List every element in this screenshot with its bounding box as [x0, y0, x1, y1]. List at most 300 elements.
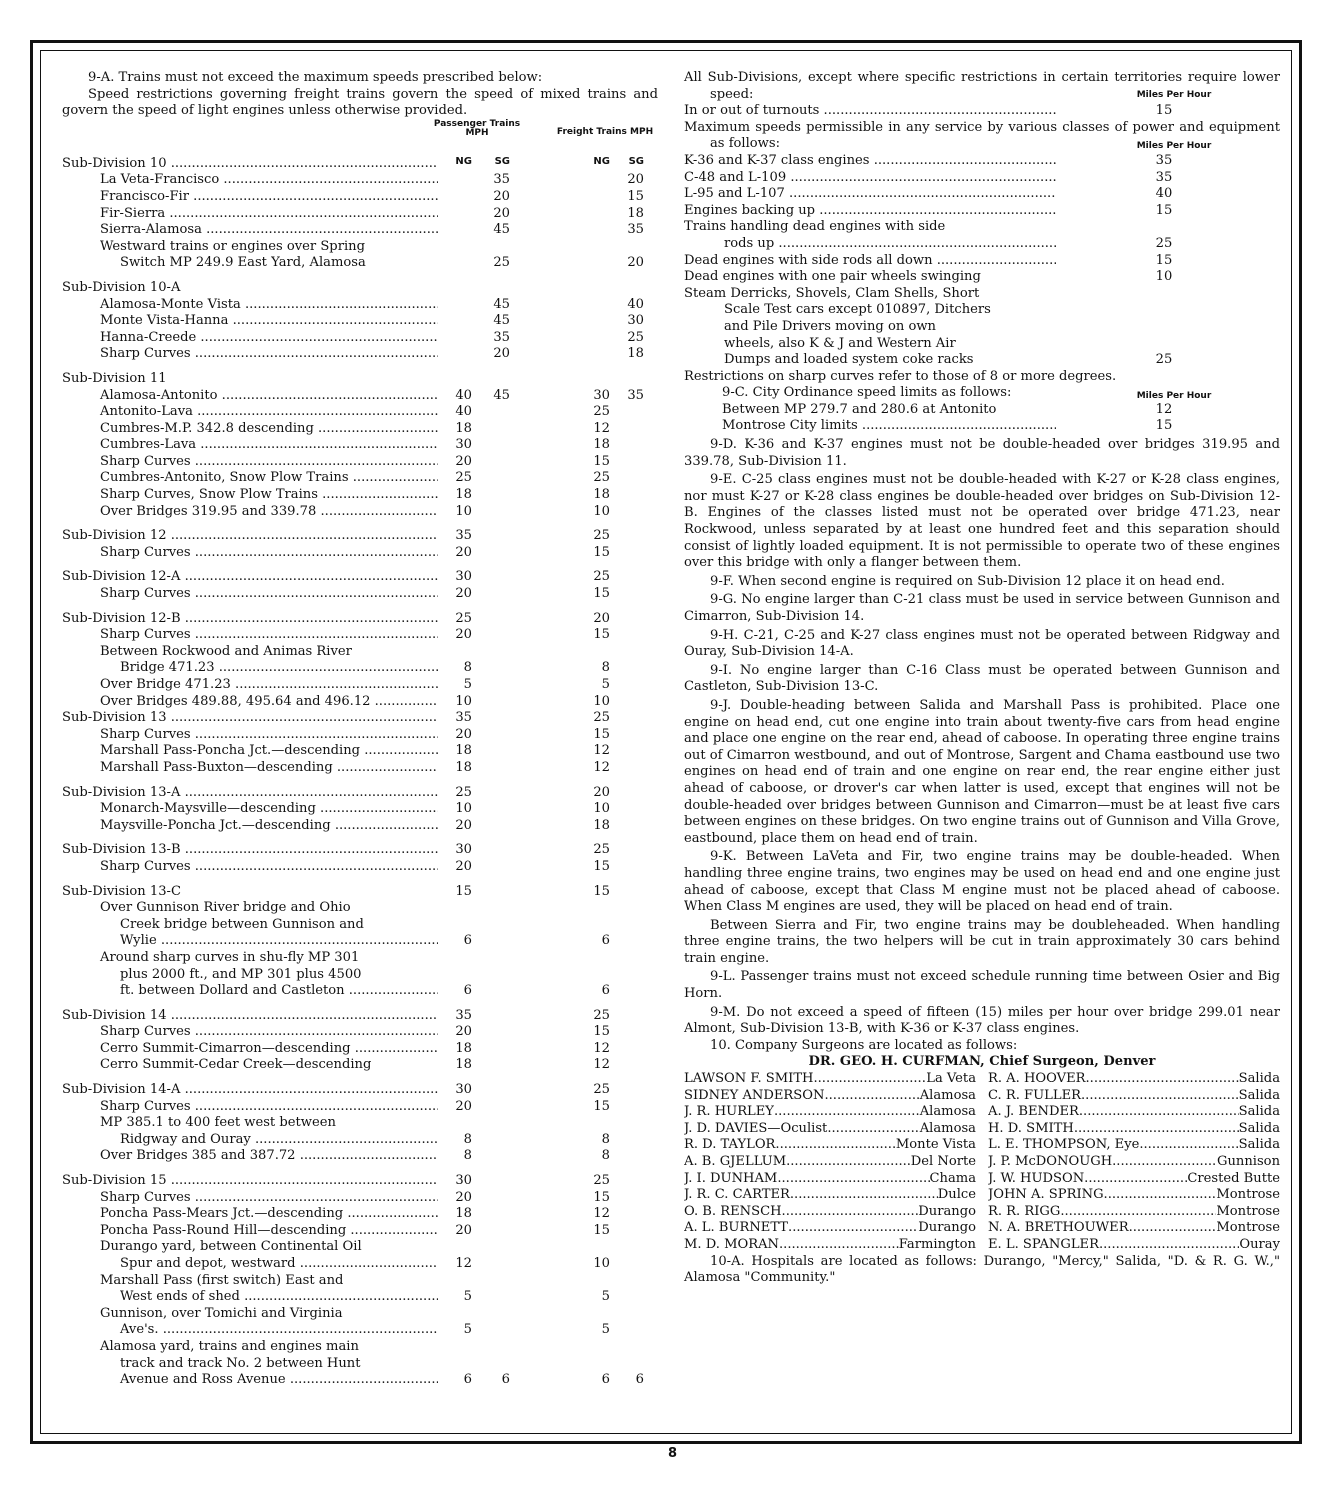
- class-speed: 35: [1155, 169, 1173, 185]
- fng-speed: 25: [593, 1173, 610, 1189]
- psg-speed: 45: [493, 222, 510, 238]
- surgeon-town: La Veta: [926, 1071, 976, 1087]
- fsg-speed: 20: [627, 255, 644, 271]
- surgeon-entry: [988, 1104, 1280, 1121]
- fng-speed: 10: [593, 693, 610, 709]
- row-label: Sub-Division 14 .....: [62, 1008, 438, 1025]
- speed-row: [62, 1041, 658, 1058]
- speed-row: [62, 421, 658, 438]
- row-label: Sierra-Alamosa .....: [62, 222, 438, 239]
- leader-dots: [790, 1187, 938, 1204]
- row-label: Poncha Pass-Mears Jct.—descending .....: [62, 1206, 438, 1223]
- fsg-speed: 6: [635, 1372, 644, 1388]
- mph-label-2: Miles Per Hour: [1136, 140, 1212, 151]
- png-speed: 40: [455, 387, 472, 403]
- subdivision-row: [62, 710, 658, 727]
- leader-dots: [824, 1088, 919, 1105]
- ng-column-label: NG: [455, 155, 472, 167]
- surgeon-row: [684, 1237, 1280, 1254]
- png-speed: 25: [455, 610, 472, 626]
- surgeon-town: Monte Vista: [895, 1137, 976, 1153]
- row-label: Sharp Curves .....: [62, 346, 438, 363]
- all-subdivisions-text: All Sub-Divisions, except where specific restrictions in certain territories require lower speed:: [684, 70, 1280, 102]
- row-gap: [62, 1165, 658, 1173]
- speed-row: [62, 1256, 658, 1273]
- leader-dots: [827, 1121, 919, 1138]
- surgeon-name: LAWSON F. SMITH: [684, 1071, 814, 1087]
- row-label: ft. between Dollard and Castleton .....: [62, 983, 438, 1000]
- steam-row-2: Scale Test cars except 010897, Ditchers: [724, 302, 991, 318]
- speed-row: [62, 760, 658, 777]
- png-speed: 35: [455, 528, 472, 544]
- row-label: Sharp Curves .....: [62, 1024, 438, 1041]
- steam-row-4: wheels, also K & J and Western Air: [724, 335, 956, 351]
- surgeon-entry: [684, 1071, 976, 1088]
- row-label: Sub-Division 10 .....: [62, 156, 438, 173]
- speed-row: [62, 297, 658, 314]
- mph-label-3: Miles Per Hour: [1136, 391, 1212, 402]
- fng-speed: 5: [601, 677, 610, 692]
- subdivision-row: [62, 1173, 658, 1190]
- sg-column-label: SG: [628, 155, 644, 167]
- surgeon-name: R. R. RIGG: [988, 1203, 1061, 1219]
- rule-paragraph: 9-H. C-21, C-25 and K-27 class engines must not be operated between Ridgway and Ouray, Sub-Division 14-A.: [684, 627, 1280, 660]
- surgeon-entry: [988, 1154, 1280, 1171]
- fng-speed: 20: [593, 784, 610, 800]
- png-speed: 20: [455, 1189, 472, 1205]
- speed-row: [62, 743, 658, 760]
- surgeon-town: Montrose: [1216, 1187, 1280, 1203]
- psg-speed: 20: [493, 205, 510, 221]
- row-label: Alamosa-Monte Vista .....: [62, 297, 438, 314]
- row-label: Ridgway and Ouray .....: [62, 1132, 438, 1149]
- surgeon-name: R. D. TAYLOR: [684, 1137, 776, 1153]
- png-speed: 30: [455, 1082, 472, 1098]
- fng-speed: 15: [593, 1098, 610, 1114]
- fsg-speed: 25: [627, 329, 644, 345]
- row-label: Monte Vista-Hanna .....: [62, 313, 438, 330]
- row-gap: [62, 561, 658, 569]
- surgeon-entry: [684, 1088, 976, 1105]
- row-label: Marshall Pass (first switch) East and: [100, 1272, 344, 1288]
- surgeon-town: Dulce: [937, 1187, 976, 1203]
- row-label: Monarch-Maysville—descending .....: [62, 801, 438, 818]
- class-speed: 15: [1155, 202, 1173, 218]
- row-label: Sub-Division 14-A .....: [62, 1082, 438, 1099]
- row-label: Over Bridges 489.88, 495.64 and 496.12 .....: [62, 694, 438, 711]
- surgeon-town: Alamosa: [919, 1087, 976, 1103]
- row-label: La Veta-Francisco .....: [62, 172, 438, 189]
- surgeon-town: Alamosa: [919, 1104, 976, 1120]
- chief-surgeon: DR. GEO. H. CURFMAN, Chief Surgeon, Denver: [808, 1054, 1156, 1070]
- row-label: plus 2000 ft., and MP 301 plus 4500: [120, 966, 362, 982]
- psg-speed: 6: [501, 1372, 510, 1388]
- dead-engines-row-3: Dead engines with one pair wheels swinging 10: [684, 269, 1173, 285]
- speed-row: [62, 660, 658, 677]
- surgeon-name: O. B. RENSCH: [684, 1203, 782, 1219]
- fng-speed: 12: [593, 1040, 610, 1056]
- speed-row: [62, 504, 658, 521]
- surgeon-name: R. A. HOOVER: [988, 1071, 1086, 1087]
- subdivision-row: [62, 1082, 658, 1099]
- row-label: Sharp Curves .....: [62, 627, 438, 644]
- row-label: West ends of shed .....: [62, 1289, 438, 1306]
- speed-row: [62, 255, 658, 272]
- surgeon-entry: [988, 1121, 1280, 1138]
- leader-dots: [1099, 1237, 1239, 1254]
- rule-paragraph: 9-G. No engine larger than C-21 class must be used in service between Gunnison and Cimarron, Sub-Division 14.: [684, 592, 1280, 624]
- fng-speed: 25: [593, 842, 610, 858]
- surgeon-town: Salida: [1238, 1087, 1280, 1103]
- engine-class-speeds: [684, 140, 1280, 219]
- leader-dots: [788, 1220, 918, 1237]
- surgeon-name: A. J. BENDER: [988, 1104, 1079, 1120]
- fng-speed: 12: [593, 1206, 610, 1222]
- surgeon-name: M. D. MORAN: [684, 1236, 779, 1252]
- speed-row: [62, 206, 658, 223]
- class-label: L-95 and L-107 .....: [684, 186, 1056, 203]
- row-label: Over Bridges 385 and 387.72 .....: [62, 1148, 438, 1165]
- row-label: Ave's. .....: [62, 1322, 438, 1339]
- engine-class-row: [684, 186, 1280, 203]
- engine-class-row: [684, 153, 1280, 170]
- city-ordinance-heading: 9-C. City Ordinance speed limits as follows: Miles Per Hour: [684, 385, 1280, 402]
- row-label: Sub-Division 11: [62, 370, 167, 386]
- fng-speed: 18: [593, 437, 610, 453]
- row-label: Over Gunnison River bridge and Ohio: [100, 900, 351, 916]
- row-gap: [62, 520, 658, 528]
- fng-speed: 15: [593, 1024, 610, 1040]
- fsg-speed: 35: [627, 222, 644, 238]
- speed-row: [62, 1239, 658, 1256]
- row-label: Sub-Division 13 .....: [62, 710, 438, 727]
- row-gap: [62, 1000, 658, 1008]
- speed-row: [62, 644, 658, 661]
- surgeon-entry: [684, 1220, 976, 1237]
- subdivision-row: [62, 156, 658, 173]
- speed-row: [62, 917, 658, 934]
- surgeon-row: [684, 1171, 1280, 1188]
- row-label: Bridge 471.23 .....: [62, 660, 438, 677]
- fng-speed: 20: [593, 610, 610, 626]
- row-label: Maysville-Poncha Jct.—descending .....: [62, 818, 438, 835]
- png-speed: 30: [455, 569, 472, 585]
- png-speed: 6: [463, 1372, 472, 1388]
- png-speed: 30: [455, 842, 472, 858]
- freight-header: Freight Trains MPH: [556, 126, 654, 137]
- fng-speed: 25: [593, 404, 610, 420]
- surgeon-name: L. E. THOMPSON, Eye: [988, 1137, 1140, 1153]
- speed-row: [62, 1223, 658, 1240]
- speed-row: [62, 222, 658, 239]
- leader-dots: [1074, 1121, 1239, 1138]
- fng-speed: 25: [593, 1007, 610, 1023]
- row-label: Fir-Sierra .....: [62, 206, 438, 223]
- surgeon-town: Salida: [1238, 1104, 1280, 1120]
- row-gap: [62, 603, 658, 611]
- row-label: Cumbres-Antonito, Snow Plow Trains .....: [62, 470, 438, 487]
- psg-speed: 35: [493, 172, 510, 188]
- speed-row: [62, 1289, 658, 1306]
- surgeon-town: Ouray: [1239, 1236, 1280, 1252]
- rule-9a-heading: 9-A. Trains must not exceed the maximum speeds prescribed below:: [88, 70, 543, 85]
- surgeon-town: Montrose: [1216, 1203, 1280, 1219]
- surgeon-name: J. W. HUDSON: [988, 1170, 1085, 1186]
- rule-paragraph: Between Sierra and Fir, two engine trains may be doubleheaded. When handling three engine trains, the two helpers will be cut in train approximately 30 cars behind train engine.: [684, 917, 1280, 966]
- fng-speed: 25: [593, 470, 610, 486]
- surgeon-town: Salida: [1238, 1120, 1280, 1136]
- png-speed: 10: [455, 801, 472, 817]
- surgeon-town: Gunnison: [1217, 1154, 1280, 1169]
- surgeon-town: Crested Butte: [1187, 1170, 1280, 1186]
- row-label: Over Bridges 319.95 and 339.78 .....: [62, 504, 438, 521]
- png-speed: 5: [463, 1322, 472, 1338]
- fng-speed: 15: [593, 726, 610, 742]
- dead-engines-row-1a: Trains handling dead engines with side: [684, 219, 946, 235]
- fsg-speed: 40: [627, 296, 644, 312]
- fng-speed: 8: [601, 1131, 610, 1147]
- surgeon-row: [684, 1204, 1280, 1221]
- row-label: Switch MP 249.9 East Yard, Alamosa: [120, 255, 366, 271]
- fng-speed: 25: [593, 569, 610, 585]
- steam-row-3: and Pile Drivers moving on own: [724, 318, 936, 334]
- surgeon-entry: [988, 1220, 1280, 1237]
- row-label: Creek bridge between Gunnison and: [120, 916, 364, 932]
- surgeon-name: A. L. BURNETT: [684, 1220, 789, 1236]
- psg-speed: 35: [493, 329, 510, 345]
- png-speed: 20: [455, 627, 472, 643]
- speed-row: [62, 627, 658, 644]
- row-label: Sharp Curves, Snow Plow Trains .....: [62, 487, 438, 504]
- surgeon-entry: [684, 1204, 976, 1221]
- subdivision-row: [62, 528, 658, 545]
- png-speed: 20: [455, 817, 472, 833]
- row-label: Cerro Summit-Cedar Creek—descending: [100, 1057, 372, 1073]
- steam-row-1: Steam Derricks, Shovels, Clam Shells, Short: [684, 285, 980, 301]
- row-label: Sub-Division 12-A .....: [62, 569, 438, 586]
- speed-row: [62, 239, 658, 256]
- subdivision-row: [62, 611, 658, 628]
- png-speed: 8: [463, 660, 472, 676]
- fng-speed: 18: [593, 817, 610, 833]
- surgeon-row: [684, 1187, 1280, 1204]
- surgeon-entry: [684, 1137, 976, 1154]
- leader-dots: [813, 1071, 926, 1088]
- surgeon-entry: [684, 1171, 976, 1188]
- row-label: Hanna-Creede .....: [62, 330, 438, 347]
- speed-row: [62, 586, 658, 603]
- row-label: Wylie .....: [62, 933, 438, 950]
- png-speed: 25: [455, 784, 472, 800]
- leader-dots: [1139, 1137, 1238, 1154]
- png-speed: 10: [455, 503, 472, 519]
- row-gap: [62, 1074, 658, 1082]
- speed-row: [62, 1322, 658, 1339]
- fng-speed: 15: [593, 858, 610, 874]
- png-speed: 35: [455, 710, 472, 726]
- surgeon-row: [684, 1071, 1280, 1088]
- hospitals-note: 10-A. Hospitals are located as follows: Durango, "Mercy," Salida, "D. & R. G. W.," Alamosa "Community.": [684, 1253, 1280, 1286]
- subdivision-row: [62, 1008, 658, 1025]
- fng-speed: 12: [593, 759, 610, 775]
- rule-paragraph: 9-M. Do not exceed a speed of fifteen (15) miles per hour over bridge 299.01 near Almont, Sub-Division 13-B, with K-36 or K-37 class engines.: [684, 1004, 1280, 1037]
- leader-dots: [1084, 1171, 1187, 1188]
- surgeon-name: J. R. HURLEY: [684, 1104, 774, 1120]
- surgeon-name: J. D. DAVIES—Oculist: [684, 1120, 828, 1136]
- surgeon-town: Salida: [1238, 1071, 1280, 1087]
- png-speed: 20: [455, 1024, 472, 1040]
- subdivision-row: [62, 884, 658, 901]
- surgeon-entry: [988, 1204, 1280, 1221]
- class-speed: 40: [1155, 186, 1173, 202]
- row-label: Gunnison, over Tomichi and Virginia: [100, 1305, 343, 1321]
- row-label: Between Rockwood and Animas River: [100, 643, 352, 659]
- row-gap: [62, 834, 658, 842]
- psg-speed: 25: [493, 255, 510, 271]
- surgeon-entry: [684, 1154, 976, 1171]
- row-label: Sharp Curves .....: [62, 727, 438, 744]
- row-label: Sub-Division 13-C: [62, 883, 181, 899]
- png-speed: 18: [455, 743, 472, 759]
- surgeon-town: Salida: [1238, 1137, 1280, 1153]
- leader-dots: [1086, 1071, 1239, 1088]
- speed-row: [62, 388, 658, 405]
- speed-row: [62, 1148, 658, 1165]
- subdivision-row: [62, 371, 658, 388]
- speed-row: [62, 437, 658, 454]
- speed-row: [62, 172, 658, 189]
- fng-speed: 18: [593, 487, 610, 503]
- speed-row: [62, 1206, 658, 1223]
- row-label: Alamosa-Antonito .....: [62, 388, 438, 405]
- speed-row: [62, 1132, 658, 1149]
- surgeon-row: [684, 1137, 1280, 1154]
- row-label: Antonito-Lava .....: [62, 404, 438, 421]
- speed-row: [62, 859, 658, 876]
- row-label: Sharp Curves .....: [62, 1099, 438, 1116]
- rule-paragraph: 9-J. Double-heading between Salida and Marshall Pass is prohibited. Place one engine on head end, cut one engine into train about twenty-five cars from head engine and place one engine on the rear end, ahead of caboose. In operating three engine trains out of Cimarron westbound, and out of Montrose, Sargent and Chama eastbound use two engines on head end of train and one engine on rear end, the rear engine either just ahead of caboose, or drover's car when latter is used, except that engines will not be double-headed over bridges between Gunnison and Cimarron—must be at least five cars between engines on these bridges. On two engine trains out of Gunnison and Villa Grove, eastbound, place them on head end of train.: [684, 697, 1280, 846]
- surgeon-name: SIDNEY ANDERSON: [684, 1087, 825, 1103]
- row-label: Sub-Division 10-A: [62, 279, 181, 295]
- class-speed: 35: [1155, 152, 1173, 168]
- sg-column-label: SG: [494, 155, 510, 167]
- subdivision-row: [62, 842, 658, 859]
- max-speeds-intro: Maximum speeds permissible in any service by various classes of power and equipment as follows:: [684, 119, 1280, 152]
- fsg-speed: 15: [627, 188, 644, 204]
- surgeon-town: Montrose: [1216, 1220, 1280, 1236]
- speed-row: [62, 1356, 658, 1373]
- surgeon-town: Durango: [918, 1203, 976, 1219]
- speed-row: [62, 1339, 658, 1356]
- surgeon-name: H. D. SMITH: [988, 1120, 1074, 1136]
- fng-speed: 10: [593, 801, 610, 817]
- mph-label-1: Miles Per Hour: [1136, 90, 1212, 101]
- png-speed: 10: [455, 693, 472, 709]
- fsg-speed: 35: [627, 387, 644, 403]
- fng-speed: 6: [601, 933, 610, 949]
- rule-paragraph: 9-K. Between LaVeta and Fir, two engine trains may be double-headed. When handling three engine trains, two engines may be used on head end and one engine just ahead of caboose, except that Class M engine must not be placed ahead of caboose. When Class M engines are used, they will be placed on head end of train.: [684, 849, 1280, 915]
- png-speed: 18: [455, 420, 472, 436]
- png-speed: 20: [455, 586, 472, 602]
- speed-row: [62, 470, 658, 487]
- fsg-speed: 20: [627, 172, 644, 188]
- surgeon-name: N. A. BRETHOUWER: [988, 1220, 1129, 1236]
- speed-row: [62, 677, 658, 694]
- psg-speed: 45: [493, 387, 510, 403]
- png-speed: 18: [455, 1040, 472, 1056]
- dead-engines-row-2: Dead engines with side rods all down ..... 15: [684, 253, 1280, 270]
- speed-row: [62, 727, 658, 744]
- surgeon-name: C. R. FULLER: [988, 1087, 1081, 1103]
- fng-speed: 30: [593, 387, 610, 403]
- subdivision-row: [62, 785, 658, 802]
- engine-class-row: [684, 170, 1280, 187]
- speed-row: [62, 189, 658, 206]
- row-label: Marshall Pass-Buxton—descending .....: [62, 760, 438, 777]
- png-speed: 15: [455, 883, 472, 899]
- speed-row: [62, 1273, 658, 1290]
- row-label: Sub-Division 12 .....: [62, 528, 438, 545]
- fng-speed: 5: [601, 1322, 610, 1338]
- speed-row: [62, 694, 658, 711]
- row-label: Cumbres-Lava .....: [62, 437, 438, 454]
- row-label: Avenue and Ross Avenue .....: [62, 1372, 438, 1389]
- leader-dots: [1129, 1220, 1217, 1237]
- fng-speed: 25: [593, 1082, 610, 1098]
- row-gap: [62, 777, 658, 785]
- fng-speed: 15: [593, 544, 610, 560]
- speed-row: [62, 1115, 658, 1132]
- leader-dots: [786, 1154, 911, 1171]
- speed-row: [62, 313, 658, 330]
- subdivision-row: [62, 569, 658, 586]
- speed-row: [62, 933, 658, 950]
- png-speed: 40: [455, 404, 472, 420]
- row-label: Sharp Curves .....: [62, 586, 438, 603]
- row-label: Sharp Curves .....: [62, 1190, 438, 1207]
- speed-table-header: [62, 120, 658, 156]
- row-label: Sharp Curves .....: [62, 545, 438, 562]
- surgeon-row: [684, 1154, 1280, 1171]
- surgeon-name: JOHN A. SPRING: [988, 1187, 1104, 1203]
- speed-table: [62, 156, 658, 1389]
- png-speed: 18: [455, 1206, 472, 1222]
- row-label: Westward trains or engines over Spring: [100, 238, 365, 254]
- row-gap: [62, 272, 658, 280]
- fng-speed: 12: [593, 420, 610, 436]
- surgeon-row: [684, 1220, 1280, 1237]
- row-label: Sub-Division 13-A .....: [62, 785, 438, 802]
- row-label: MP 385.1 to 400 feet west between: [100, 1115, 336, 1131]
- row-gap: [62, 876, 658, 884]
- png-speed: 20: [455, 858, 472, 874]
- png-speed: 18: [455, 487, 472, 503]
- speed-row: [62, 1099, 658, 1116]
- leader-dots: [774, 1104, 920, 1121]
- surgeon-town: Chama: [929, 1170, 976, 1186]
- png-speed: 8: [463, 1148, 472, 1164]
- surgeon-town: Durango: [918, 1220, 976, 1236]
- png-speed: 18: [455, 1057, 472, 1073]
- row-label: Sharp Curves .....: [62, 454, 438, 471]
- row-label: Francisco-Fir .....: [62, 189, 438, 206]
- surgeon-row: [684, 1088, 1280, 1105]
- fng-speed: 12: [593, 743, 610, 759]
- speed-row: [62, 404, 658, 421]
- speed-row: [62, 346, 658, 363]
- row-label: Durango yard, between Continental Oil: [100, 1239, 362, 1255]
- surgeon-entry: [988, 1187, 1280, 1204]
